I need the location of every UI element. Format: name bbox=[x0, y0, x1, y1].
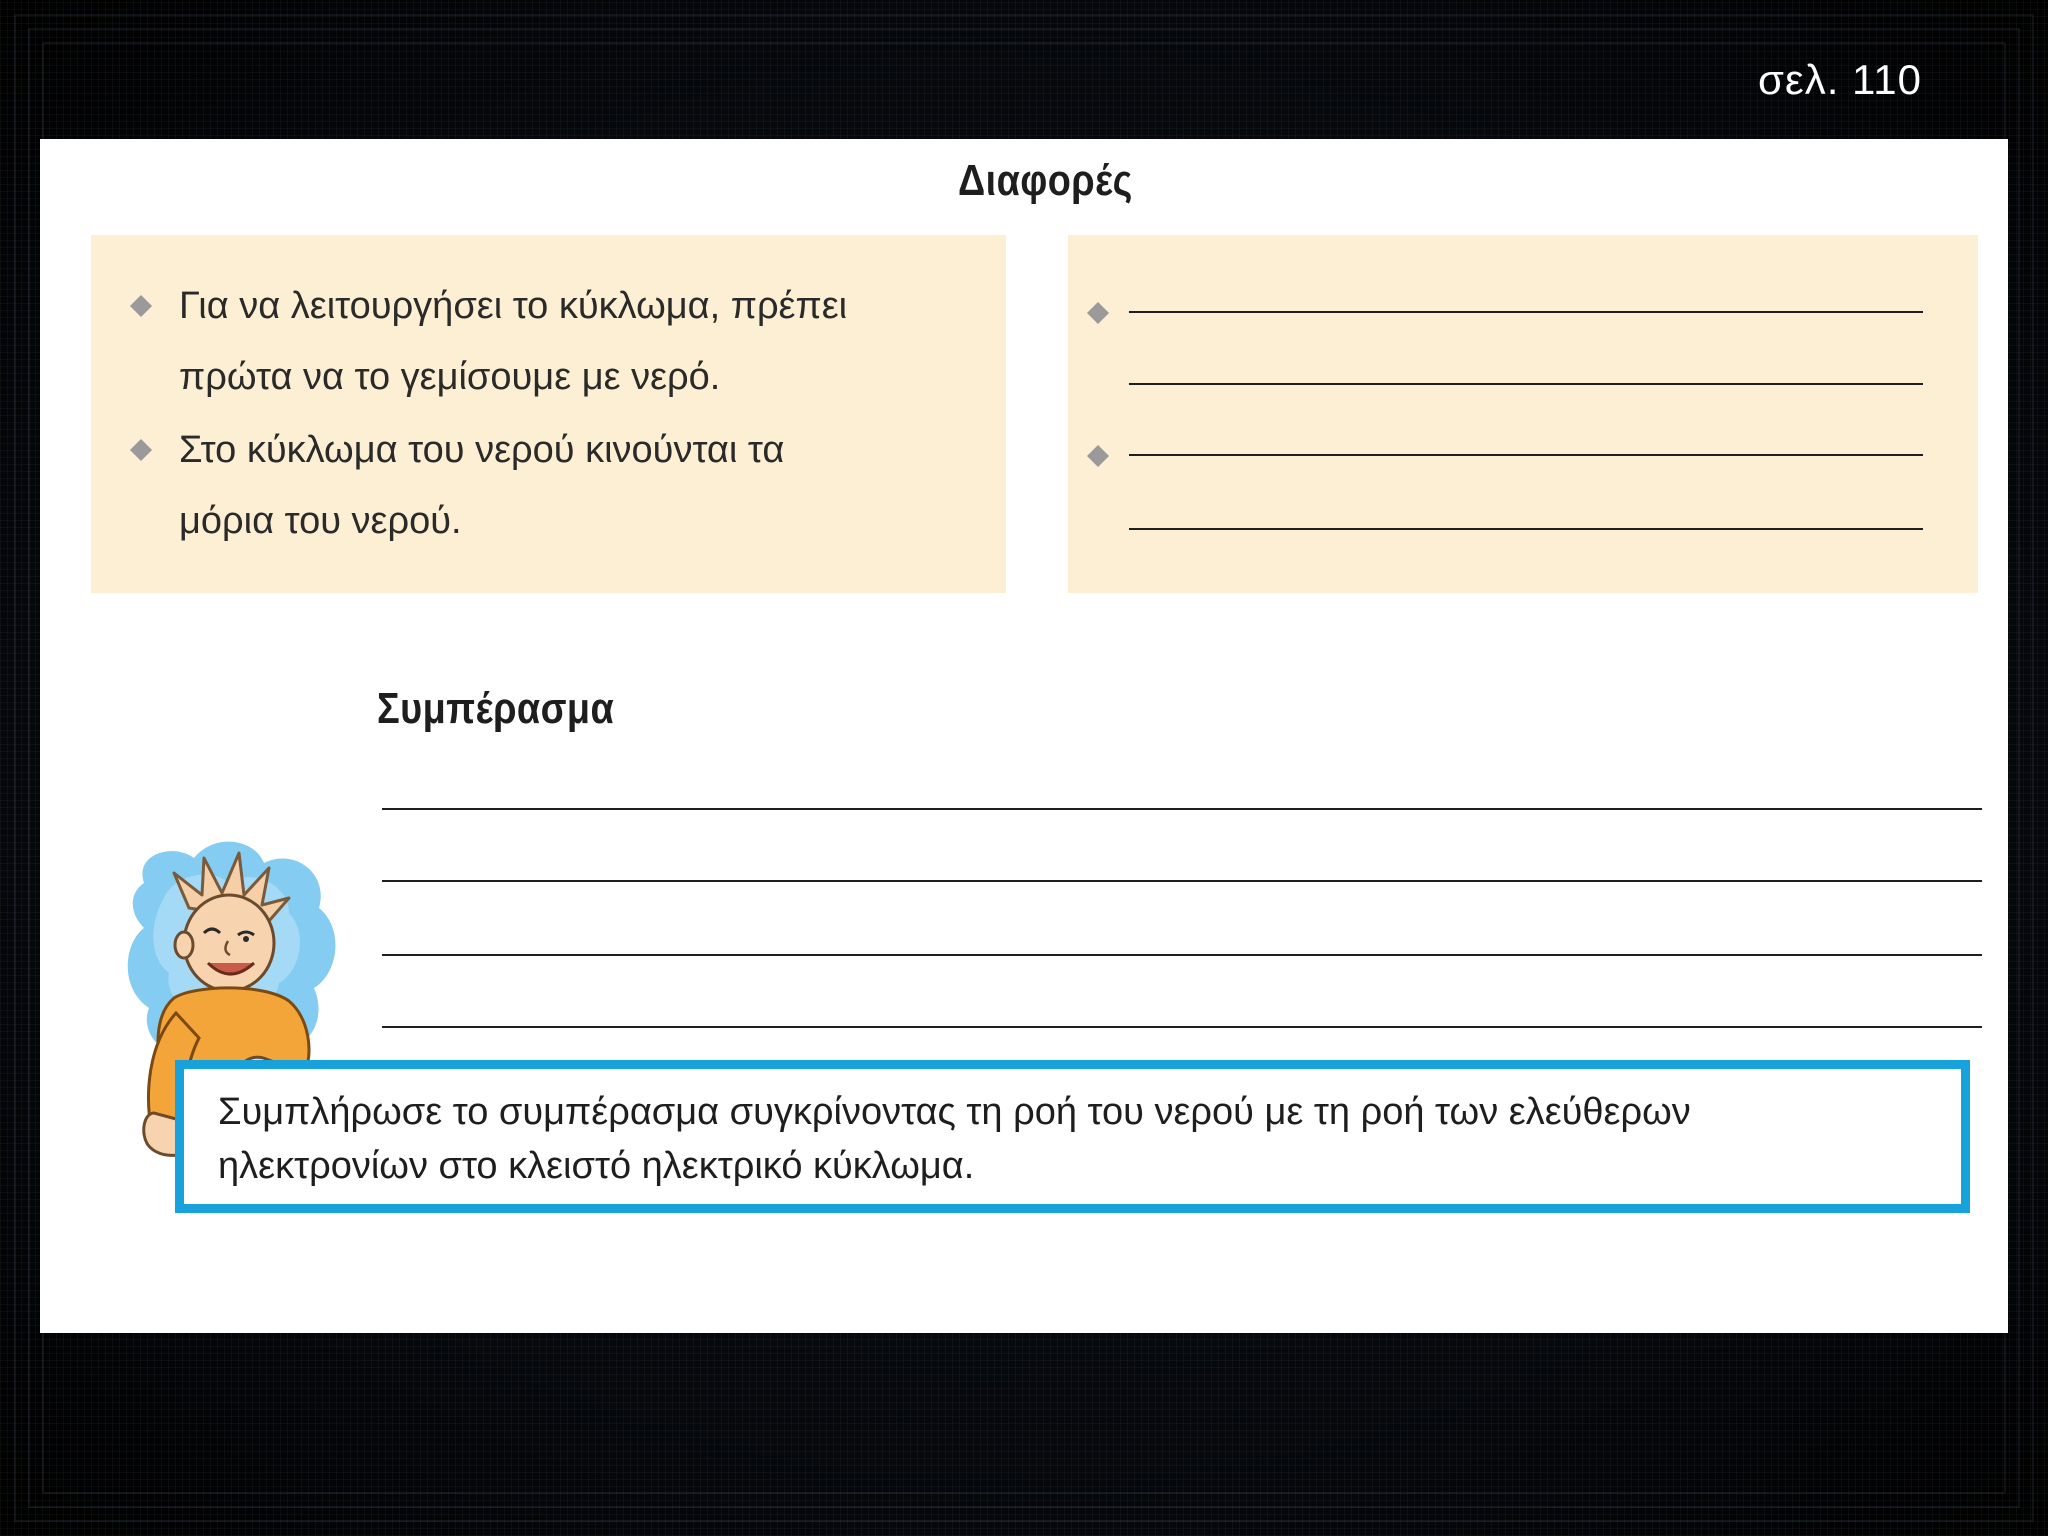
diamond-bullet-icon bbox=[1087, 445, 1109, 467]
difference-item-1-line-1: Για να λειτουργήσει το κύκλωμα, πρέπει bbox=[179, 285, 848, 327]
diamond-bullet-icon bbox=[1087, 302, 1109, 324]
difference-item-2-line-2: μόρια του νερού. bbox=[179, 500, 462, 542]
instruction-line-1: Συμπλήρωσε το συμπέρασμα συγκρίνοντας τη ροή του νερού με τη ροή των ελεύθερων bbox=[218, 1091, 1691, 1133]
instruction-text bbox=[218, 1085, 1921, 1193]
conclusion-line-1[interactable] bbox=[382, 808, 1982, 810]
answer-line-3[interactable] bbox=[1129, 454, 1923, 456]
answer-line-4[interactable] bbox=[1129, 528, 1923, 530]
difference-item-1-line-2: πρώτα να το γεμίσουμε με νερό. bbox=[179, 356, 721, 398]
conclusion-line-2[interactable] bbox=[382, 880, 1982, 882]
difference-item-1 bbox=[131, 271, 976, 413]
difference-item-2 bbox=[131, 415, 976, 557]
diamond-bullet-icon bbox=[130, 439, 152, 461]
answer-line-1[interactable] bbox=[1129, 311, 1923, 313]
differences-panel-given bbox=[91, 235, 1006, 593]
conclusion-title: Συμπέρασμα bbox=[377, 684, 615, 733]
instruction-box bbox=[175, 1060, 1970, 1213]
instruction-line-2: ηλεκτρονίων στο κλειστό ηλεκτρικό κύκλωμα. bbox=[218, 1145, 975, 1187]
differences-title: Διαφορές bbox=[958, 156, 1133, 205]
answer-line-2[interactable] bbox=[1129, 383, 1923, 385]
conclusion-line-4[interactable] bbox=[382, 1026, 1982, 1028]
conclusion-line-3[interactable] bbox=[382, 954, 1982, 956]
page-number: σελ. 110 bbox=[1758, 56, 1922, 103]
differences-panel-answer bbox=[1068, 235, 1978, 593]
worksheet-page bbox=[40, 139, 2008, 1333]
diamond-bullet-icon bbox=[130, 295, 152, 317]
difference-item-2-line-1: Στο κύκλωμα του νερού κινούνται τα bbox=[179, 429, 785, 471]
